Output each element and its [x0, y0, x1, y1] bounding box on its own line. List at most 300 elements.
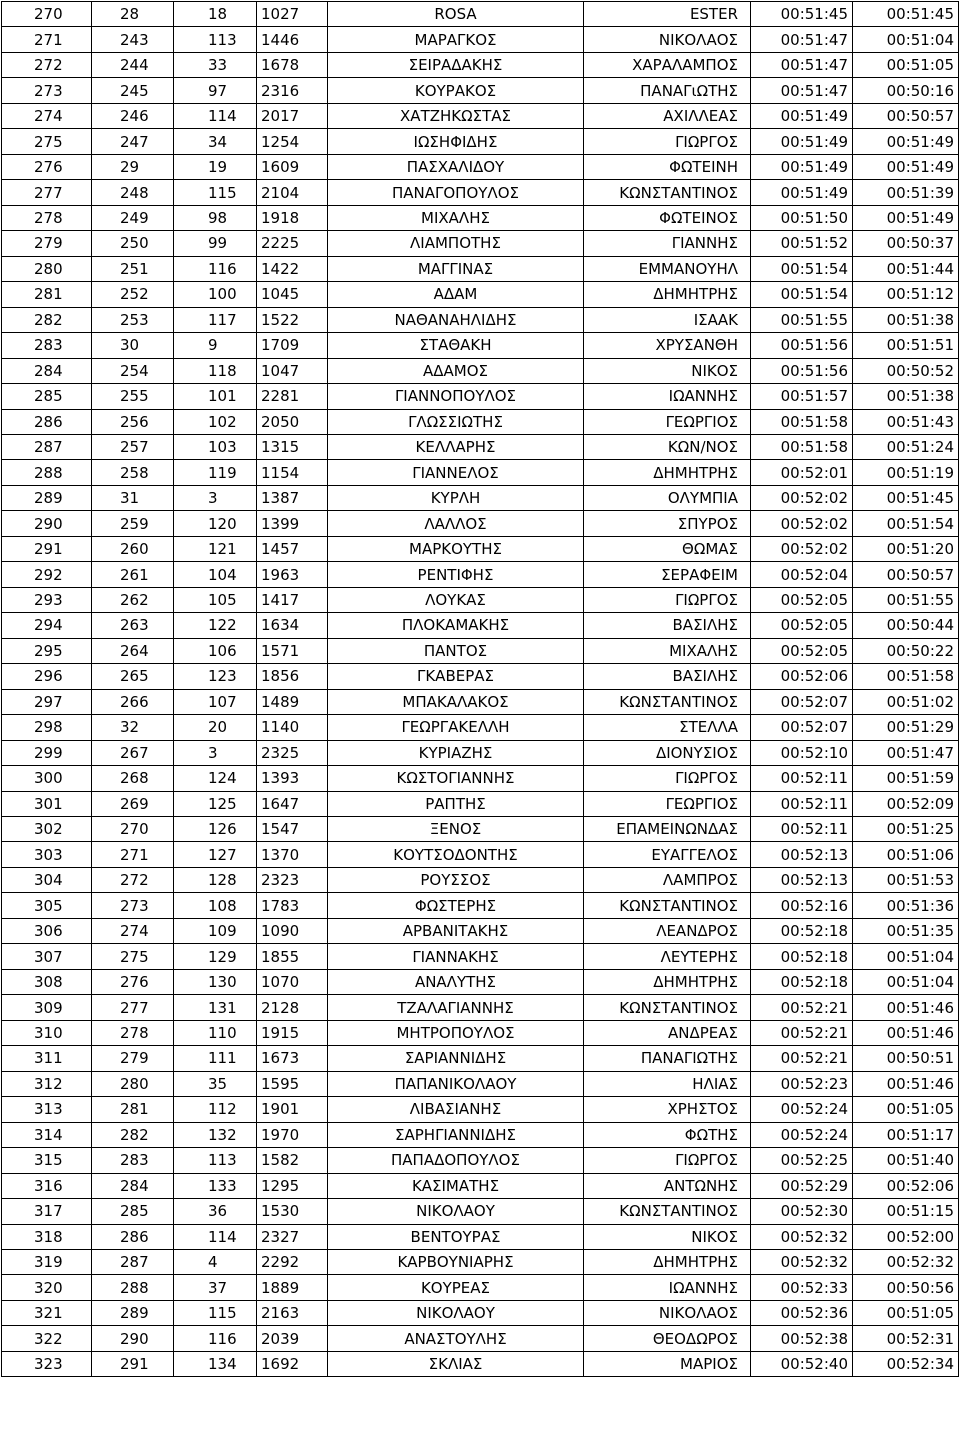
surname-cell: ΚΟΥΡΕΑΣ	[328, 1275, 584, 1300]
gun-time-cell: 00:51:52	[751, 231, 853, 256]
overall-rank-cell: 278	[2, 205, 92, 230]
gun-time-cell: 00:52:21	[751, 1046, 853, 1071]
surname-cell: ΠΑΝΑΓΟΠΟΥΛΟΣ	[328, 180, 584, 205]
first-name-cell: ΘΩΜΑΣ	[584, 536, 751, 561]
bib-number-cell: 1154	[257, 460, 328, 485]
category-rank-cell: 133	[174, 1173, 257, 1198]
gun-time-cell: 00:51:58	[751, 409, 853, 434]
overall-rank-cell: 285	[2, 384, 92, 409]
overall-rank-cell: 290	[2, 511, 92, 536]
overall-rank-cell: 287	[2, 434, 92, 459]
surname-cell: ΚΩΣΤΟΓΙΑΝΝΗΣ	[328, 766, 584, 791]
chip-time-cell: 00:51:53	[853, 867, 959, 892]
bib-number-cell: 1970	[257, 1122, 328, 1147]
table-row	[2, 1097, 959, 1122]
surname-cell: ΛΟΥΚΑΣ	[328, 587, 584, 612]
chip-time-cell: 00:51:47	[853, 740, 959, 765]
overall-rank-cell: 320	[2, 1275, 92, 1300]
surname-cell: ΓΙΑΝΝΑΚΗΣ	[328, 944, 584, 969]
surname-cell: ΝΑΘΑΝΑΗΛΙΔΗΣ	[328, 307, 584, 332]
table-row	[2, 715, 959, 740]
bib-number-cell: 2128	[257, 995, 328, 1020]
chip-time-cell: 00:51:24	[853, 434, 959, 459]
first-name-cell: ΔΙΟΝΥΣΙΟΣ	[584, 740, 751, 765]
table-row	[2, 587, 959, 612]
overall-rank-cell: 279	[2, 231, 92, 256]
gun-time-cell: 00:52:18	[751, 944, 853, 969]
first-name-cell: ΒΑΣΙΛΗΣ	[584, 664, 751, 689]
first-name-cell: ΠΑΝΑΓιΩΤΗΣ	[584, 78, 751, 103]
gender-rank-cell: 272	[92, 867, 174, 892]
overall-rank-cell: 316	[2, 1173, 92, 1198]
category-rank-cell: 116	[174, 256, 257, 281]
overall-rank-cell: 300	[2, 766, 92, 791]
gender-rank-cell: 245	[92, 78, 174, 103]
chip-time-cell: 00:51:49	[853, 154, 959, 179]
first-name-cell: ΕΜΜΑΝΟΥΗΛ	[584, 256, 751, 281]
gender-rank-cell: 256	[92, 409, 174, 434]
gender-rank-cell: 255	[92, 384, 174, 409]
gun-time-cell: 00:51:54	[751, 256, 853, 281]
gun-time-cell: 00:51:49	[751, 180, 853, 205]
overall-rank-cell: 305	[2, 893, 92, 918]
overall-rank-cell: 286	[2, 409, 92, 434]
gender-rank-cell: 246	[92, 103, 174, 128]
chip-time-cell: 00:51:19	[853, 460, 959, 485]
surname-cell: ΚΑΡΒΟΥΝΙΑΡΗΣ	[328, 1249, 584, 1274]
first-name-cell: ΑΝΔΡΕΑΣ	[584, 1020, 751, 1045]
chip-time-cell: 00:50:56	[853, 1275, 959, 1300]
chip-time-cell: 00:51:17	[853, 1122, 959, 1147]
category-rank-cell: 3	[174, 740, 257, 765]
category-rank-cell: 126	[174, 817, 257, 842]
gun-time-cell: 00:52:02	[751, 536, 853, 561]
surname-cell: ΣΕΙΡΑΔΑΚΗΣ	[328, 52, 584, 77]
gender-rank-cell: 263	[92, 613, 174, 638]
bib-number-cell: 1647	[257, 791, 328, 816]
category-rank-cell: 114	[174, 103, 257, 128]
gun-time-cell: 00:52:07	[751, 689, 853, 714]
first-name-cell: ΠΑΝΑΓΙΩΤΗΣ	[584, 1046, 751, 1071]
gender-rank-cell: 291	[92, 1351, 174, 1376]
surname-cell: ΡΕΝΤΙΦΗΣ	[328, 562, 584, 587]
surname-cell: ΓΛΩΣΣΙΩΤΗΣ	[328, 409, 584, 434]
first-name-cell: ΓΙΑΝΝΗΣ	[584, 231, 751, 256]
category-rank-cell: 118	[174, 358, 257, 383]
chip-time-cell: 00:50:22	[853, 638, 959, 663]
category-rank-cell: 115	[174, 180, 257, 205]
gender-rank-cell: 258	[92, 460, 174, 485]
chip-time-cell: 00:51:49	[853, 205, 959, 230]
gun-time-cell: 00:51:50	[751, 205, 853, 230]
first-name-cell: ΔΗΜΗΤΡΗΣ	[584, 460, 751, 485]
chip-time-cell: 00:50:37	[853, 231, 959, 256]
overall-rank-cell: 312	[2, 1071, 92, 1096]
gun-time-cell: 00:52:02	[751, 485, 853, 510]
category-rank-cell: 99	[174, 231, 257, 256]
table-row	[2, 231, 959, 256]
gun-time-cell: 00:52:29	[751, 1173, 853, 1198]
bib-number-cell: 2292	[257, 1249, 328, 1274]
gun-time-cell: 00:52:36	[751, 1300, 853, 1325]
gender-rank-cell: 267	[92, 740, 174, 765]
table-row	[2, 1173, 959, 1198]
gun-time-cell: 00:52:05	[751, 587, 853, 612]
category-rank-cell: 106	[174, 638, 257, 663]
overall-rank-cell: 289	[2, 485, 92, 510]
gender-rank-cell: 251	[92, 256, 174, 281]
overall-rank-cell: 310	[2, 1020, 92, 1045]
surname-cell: ΠΑΝΤΟΣ	[328, 638, 584, 663]
gender-rank-cell: 265	[92, 664, 174, 689]
table-row	[2, 384, 959, 409]
gun-time-cell: 00:52:04	[751, 562, 853, 587]
first-name-cell: ΚΩΝΣΤΑΝΤΙΝΟΣ	[584, 689, 751, 714]
overall-rank-cell: 276	[2, 154, 92, 179]
table-row	[2, 1249, 959, 1274]
table-row	[2, 358, 959, 383]
chip-time-cell: 00:51:05	[853, 1300, 959, 1325]
gender-rank-cell: 285	[92, 1199, 174, 1224]
surname-cell: ΠΛΟΚΑΜΑΚΗΣ	[328, 613, 584, 638]
first-name-cell: ΚΩΝΣΤΑΝΤΙΝΟΣ	[584, 893, 751, 918]
table-row	[2, 180, 959, 205]
category-rank-cell: 110	[174, 1020, 257, 1045]
chip-time-cell: 00:50:44	[853, 613, 959, 638]
first-name-cell: ΔΗΜΗΤΡΗΣ	[584, 1249, 751, 1274]
surname-cell: ΓΚΑΒΕΡΑΣ	[328, 664, 584, 689]
overall-rank-cell: 282	[2, 307, 92, 332]
overall-rank-cell: 281	[2, 282, 92, 307]
chip-time-cell: 00:51:40	[853, 1148, 959, 1173]
first-name-cell: ΚΩΝΣΤΑΝΤΙΝΟΣ	[584, 995, 751, 1020]
overall-rank-cell: 280	[2, 256, 92, 281]
bib-number-cell: 2104	[257, 180, 328, 205]
bib-number-cell: 1595	[257, 1071, 328, 1096]
surname-cell: ΓΙΑΝΝΟΠΟΥΛΟΣ	[328, 384, 584, 409]
bib-number-cell: 1855	[257, 944, 328, 969]
gender-rank-cell: 266	[92, 689, 174, 714]
surname-cell: ΜΑΓΓΙΝΑΣ	[328, 256, 584, 281]
category-rank-cell: 132	[174, 1122, 257, 1147]
first-name-cell: ΓΙΩΡΓΟΣ	[584, 129, 751, 154]
gender-rank-cell: 276	[92, 969, 174, 994]
first-name-cell: ΣΕΡΑΦΕΙΜ	[584, 562, 751, 587]
first-name-cell: ΓΕΩΡΓΙΟΣ	[584, 409, 751, 434]
category-rank-cell: 103	[174, 434, 257, 459]
gun-time-cell: 00:52:10	[751, 740, 853, 765]
first-name-cell: ΧΑΡΑΛΑΜΠΟΣ	[584, 52, 751, 77]
table-row	[2, 460, 959, 485]
bib-number-cell: 1457	[257, 536, 328, 561]
overall-rank-cell: 302	[2, 817, 92, 842]
chip-time-cell: 00:51:46	[853, 1020, 959, 1045]
gun-time-cell: 00:51:56	[751, 358, 853, 383]
gender-rank-cell: 280	[92, 1071, 174, 1096]
table-row	[2, 766, 959, 791]
first-name-cell: ΑΧΙΛΛΕΑΣ	[584, 103, 751, 128]
table-row	[2, 511, 959, 536]
overall-rank-cell: 313	[2, 1097, 92, 1122]
table-row	[2, 995, 959, 1020]
surname-cell: ΛΙΑΜΠΟΤΗΣ	[328, 231, 584, 256]
category-rank-cell: 120	[174, 511, 257, 536]
gender-rank-cell: 29	[92, 154, 174, 179]
table-row	[2, 664, 959, 689]
gender-rank-cell: 28	[92, 2, 174, 27]
surname-cell: ΛΙΒΑΣΙΑΝΗΣ	[328, 1097, 584, 1122]
category-rank-cell: 127	[174, 842, 257, 867]
surname-cell: ΣΑΡΙΑΝΝΙΔΗΣ	[328, 1046, 584, 1071]
bib-number-cell: 2327	[257, 1224, 328, 1249]
bib-number-cell: 1963	[257, 562, 328, 587]
chip-time-cell: 00:51:20	[853, 536, 959, 561]
bib-number-cell: 1889	[257, 1275, 328, 1300]
gender-rank-cell: 273	[92, 893, 174, 918]
chip-time-cell: 00:51:58	[853, 664, 959, 689]
table-row	[2, 689, 959, 714]
bib-number-cell: 1709	[257, 333, 328, 358]
gun-time-cell: 00:52:18	[751, 969, 853, 994]
chip-time-cell: 00:51:06	[853, 842, 959, 867]
bib-number-cell: 2163	[257, 1300, 328, 1325]
gun-time-cell: 00:52:06	[751, 664, 853, 689]
gun-time-cell: 00:52:30	[751, 1199, 853, 1224]
gun-time-cell: 00:52:11	[751, 817, 853, 842]
bib-number-cell: 1571	[257, 638, 328, 663]
category-rank-cell: 20	[174, 715, 257, 740]
table-row	[2, 333, 959, 358]
first-name-cell: ΙΩΑΝΝΗΣ	[584, 384, 751, 409]
category-rank-cell: 123	[174, 664, 257, 689]
overall-rank-cell: 296	[2, 664, 92, 689]
gender-rank-cell: 284	[92, 1173, 174, 1198]
first-name-cell: ΝΙΚΟΛΑΟΣ	[584, 27, 751, 52]
gender-rank-cell: 275	[92, 944, 174, 969]
chip-time-cell: 00:51:15	[853, 1199, 959, 1224]
gun-time-cell: 00:51:56	[751, 333, 853, 358]
chip-time-cell: 00:52:32	[853, 1249, 959, 1274]
bib-number-cell: 2225	[257, 231, 328, 256]
bib-number-cell: 1387	[257, 485, 328, 510]
chip-time-cell: 00:51:49	[853, 129, 959, 154]
surname-cell: ΛΑΛΛΟΣ	[328, 511, 584, 536]
table-row	[2, 154, 959, 179]
first-name-cell: ΓΙΩΡΓΟΣ	[584, 1148, 751, 1173]
surname-cell: ΑΝΑΛΥΤΗΣ	[328, 969, 584, 994]
first-name-cell: ΙΣΑΑΚ	[584, 307, 751, 332]
overall-rank-cell: 309	[2, 995, 92, 1020]
first-name-cell: ΕΥΑΓΓΕΛΟΣ	[584, 842, 751, 867]
table-row	[2, 1020, 959, 1045]
gun-time-cell: 00:52:11	[751, 766, 853, 791]
gun-time-cell: 00:52:16	[751, 893, 853, 918]
bib-number-cell: 1399	[257, 511, 328, 536]
chip-time-cell: 00:51:46	[853, 1071, 959, 1096]
table-row	[2, 78, 959, 103]
gun-time-cell: 00:51:58	[751, 434, 853, 459]
chip-time-cell: 00:51:46	[853, 995, 959, 1020]
gender-rank-cell: 290	[92, 1326, 174, 1351]
gun-time-cell: 00:51:55	[751, 307, 853, 332]
table-row	[2, 1275, 959, 1300]
table-row	[2, 740, 959, 765]
gun-time-cell: 00:52:32	[751, 1224, 853, 1249]
bib-number-cell: 1673	[257, 1046, 328, 1071]
bib-number-cell: 1370	[257, 842, 328, 867]
first-name-cell: ΟΛΥΜΠΙΑ	[584, 485, 751, 510]
category-rank-cell: 108	[174, 893, 257, 918]
table-row	[2, 1122, 959, 1147]
category-rank-cell: 117	[174, 307, 257, 332]
bib-number-cell: 1422	[257, 256, 328, 281]
table-row	[2, 27, 959, 52]
chip-time-cell: 00:51:51	[853, 333, 959, 358]
first-name-cell: ΒΑΣΙΛΗΣ	[584, 613, 751, 638]
surname-cell: ΡΟΥΣΣΟΣ	[328, 867, 584, 892]
overall-rank-cell: 288	[2, 460, 92, 485]
gun-time-cell: 00:52:05	[751, 638, 853, 663]
bib-number-cell: 1856	[257, 664, 328, 689]
gender-rank-cell: 31	[92, 485, 174, 510]
first-name-cell: ΦΩΤΕΙΝΟΣ	[584, 205, 751, 230]
table-row	[2, 103, 959, 128]
category-rank-cell: 134	[174, 1351, 257, 1376]
category-rank-cell: 107	[174, 689, 257, 714]
surname-cell: ΒΕΝΤΟΥΡΑΣ	[328, 1224, 584, 1249]
gun-time-cell: 00:52:21	[751, 1020, 853, 1045]
chip-time-cell: 00:51:35	[853, 918, 959, 943]
bib-number-cell: 2323	[257, 867, 328, 892]
category-rank-cell: 113	[174, 1148, 257, 1173]
gun-time-cell: 00:51:47	[751, 78, 853, 103]
surname-cell: ΣΚΛΙΑΣ	[328, 1351, 584, 1376]
chip-time-cell: 00:51:39	[853, 180, 959, 205]
chip-time-cell: 00:51:38	[853, 307, 959, 332]
gender-rank-cell: 270	[92, 817, 174, 842]
bib-number-cell: 1918	[257, 205, 328, 230]
bib-number-cell: 1090	[257, 918, 328, 943]
overall-rank-cell: 318	[2, 1224, 92, 1249]
gender-rank-cell: 269	[92, 791, 174, 816]
chip-time-cell: 00:51:02	[853, 689, 959, 714]
bib-number-cell: 1634	[257, 613, 328, 638]
gender-rank-cell: 282	[92, 1122, 174, 1147]
category-rank-cell: 109	[174, 918, 257, 943]
gun-time-cell: 00:51:47	[751, 52, 853, 77]
gender-rank-cell: 249	[92, 205, 174, 230]
gender-rank-cell: 288	[92, 1275, 174, 1300]
gun-time-cell: 00:52:23	[751, 1071, 853, 1096]
surname-cell: ΙΩΣΗΦΙΔΗΣ	[328, 129, 584, 154]
overall-rank-cell: 297	[2, 689, 92, 714]
gender-rank-cell: 244	[92, 52, 174, 77]
category-rank-cell: 101	[174, 384, 257, 409]
surname-cell: ΦΩΣΤΕΡΗΣ	[328, 893, 584, 918]
first-name-cell: ΔΗΜΗΤΡΗΣ	[584, 969, 751, 994]
bib-number-cell: 1446	[257, 27, 328, 52]
chip-time-cell: 00:51:12	[853, 282, 959, 307]
bib-number-cell: 2316	[257, 78, 328, 103]
table-row	[2, 638, 959, 663]
overall-rank-cell: 314	[2, 1122, 92, 1147]
chip-time-cell: 00:50:52	[853, 358, 959, 383]
chip-time-cell: 00:51:29	[853, 715, 959, 740]
overall-rank-cell: 270	[2, 2, 92, 27]
gender-rank-cell: 30	[92, 333, 174, 358]
gender-rank-cell: 260	[92, 536, 174, 561]
category-rank-cell: 18	[174, 2, 257, 27]
surname-cell: ΚΥΡΙΑΖΗΣ	[328, 740, 584, 765]
gun-time-cell: 00:51:57	[751, 384, 853, 409]
gun-time-cell: 00:52:21	[751, 995, 853, 1020]
bib-number-cell: 1393	[257, 766, 328, 791]
gun-time-cell: 00:52:24	[751, 1097, 853, 1122]
table-row	[2, 1351, 959, 1376]
table-row	[2, 282, 959, 307]
gender-rank-cell: 281	[92, 1097, 174, 1122]
surname-cell: ΜΙΧΑΛΗΣ	[328, 205, 584, 230]
bib-number-cell: 1783	[257, 893, 328, 918]
gender-rank-cell: 262	[92, 587, 174, 612]
first-name-cell: ΚΩΝΣΤΑΝΤΙΝΟΣ	[584, 1199, 751, 1224]
gender-rank-cell: 279	[92, 1046, 174, 1071]
first-name-cell: ΚΩΝΣΤΑΝΤΙΝΟΣ	[584, 180, 751, 205]
bib-number-cell: 1417	[257, 587, 328, 612]
gun-time-cell: 00:51:49	[751, 154, 853, 179]
gun-time-cell: 00:51:49	[751, 103, 853, 128]
category-rank-cell: 36	[174, 1199, 257, 1224]
category-rank-cell: 97	[174, 78, 257, 103]
bib-number-cell: 1027	[257, 2, 328, 27]
overall-rank-cell: 294	[2, 613, 92, 638]
bib-number-cell: 1547	[257, 817, 328, 842]
gender-rank-cell: 254	[92, 358, 174, 383]
overall-rank-cell: 322	[2, 1326, 92, 1351]
surname-cell: ΠΑΠΑΔΟΠΟΥΛΟΣ	[328, 1148, 584, 1173]
gender-rank-cell: 247	[92, 129, 174, 154]
surname-cell: ΚΟΥΡΑΚΟΣ	[328, 78, 584, 103]
bib-number-cell: 2050	[257, 409, 328, 434]
first-name-cell: ΧΡΗΣΤΟΣ	[584, 1097, 751, 1122]
overall-rank-cell: 273	[2, 78, 92, 103]
surname-cell: ΓΙΑΝΝΕΛΟΣ	[328, 460, 584, 485]
first-name-cell: ΦΩΤΗΣ	[584, 1122, 751, 1147]
surname-cell: ΜΗΤΡΟΠΟΥΛΟΣ	[328, 1020, 584, 1045]
chip-time-cell: 00:51:45	[853, 2, 959, 27]
category-rank-cell: 111	[174, 1046, 257, 1071]
category-rank-cell: 130	[174, 969, 257, 994]
category-rank-cell: 129	[174, 944, 257, 969]
chip-time-cell: 00:51:38	[853, 384, 959, 409]
chip-time-cell: 00:52:00	[853, 1224, 959, 1249]
category-rank-cell: 98	[174, 205, 257, 230]
surname-cell: ΚΕΛΛΑΡΗΣ	[328, 434, 584, 459]
first-name-cell: ΚΩΝ/ΝΟΣ	[584, 434, 751, 459]
gender-rank-cell: 252	[92, 282, 174, 307]
category-rank-cell: 104	[174, 562, 257, 587]
chip-time-cell: 00:51:54	[853, 511, 959, 536]
table-row	[2, 307, 959, 332]
overall-rank-cell: 295	[2, 638, 92, 663]
chip-time-cell: 00:51:04	[853, 944, 959, 969]
gun-time-cell: 00:52:25	[751, 1148, 853, 1173]
category-rank-cell: 9	[174, 333, 257, 358]
overall-rank-cell: 299	[2, 740, 92, 765]
surname-cell: ΜΑΡΑΓΚΟΣ	[328, 27, 584, 52]
gun-time-cell: 00:52:13	[751, 867, 853, 892]
overall-rank-cell: 272	[2, 52, 92, 77]
